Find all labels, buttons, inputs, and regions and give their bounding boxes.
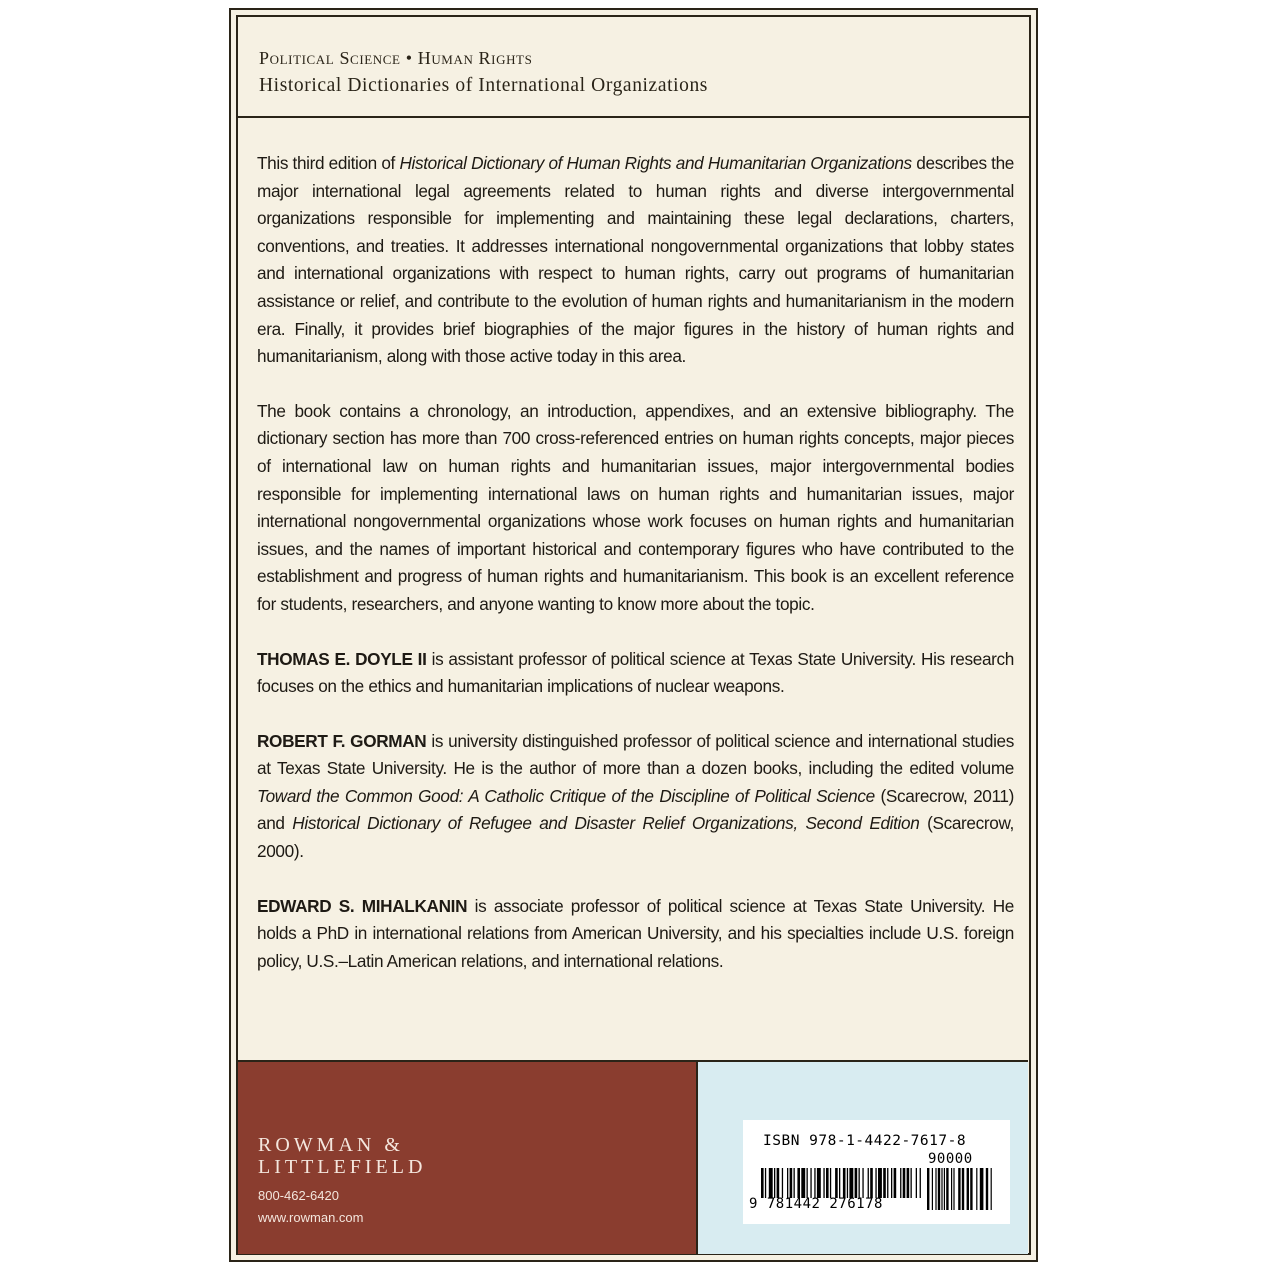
publisher-phone: 800-462-6420 bbox=[258, 1188, 339, 1203]
book-title: Historical Dictionary of Refugee and Disaster Relief Organizations, Second Edition bbox=[292, 813, 920, 834]
author-name: ROBERT F. GORMAN bbox=[257, 730, 427, 751]
subject-political-science: Political Science bbox=[259, 48, 401, 68]
series-header bbox=[236, 15, 1031, 118]
subject-separator: • bbox=[405, 48, 413, 68]
series-title: Historical Dictionaries of International Organizations bbox=[259, 75, 708, 96]
author-bio-mihalkanin: EDWARD S. MIHALKANIN is associate professor of political science at Texas State University. He holds a PhD in international relations from American University, and his specialties include U.S. foreign policy, U.S.–Latin American relations, and international relations. bbox=[257, 895, 1014, 971]
isbn-number: ISBN 978-1-4422-7617-8 bbox=[763, 1133, 967, 1149]
publisher-panel bbox=[238, 1060, 698, 1254]
publisher-website: www.rowman.com bbox=[258, 1210, 364, 1225]
barcode-panel bbox=[698, 1060, 1028, 1254]
publisher-logo-line-1: ROWMAN & bbox=[258, 1134, 404, 1156]
description-paragraph-1: This third edition of Historical Dictionary of Human Rights and Humanitarian Organizations describes the major international legal agreements related to human rights and diverse intergovernmental organizations responsible for implementing and maintaining these legal declarations, charters, conventions, and treaties. It addresses international nongovernmental organizations that lobby states and international organizations with respect to human rights, carry out programs of humanitarian assistance or relief, and contribute to the evolution of human rights and humanitarianism in the modern era. Finally, it provides brief biographies of the major figures in the history of human rights and humanitarianism, along with those active today in this area. bbox=[257, 153, 1014, 367]
book-title: Historical Dictionary of Human Rights and Humanitarian Organizations bbox=[399, 153, 912, 173]
description-paragraph-2: The book contains a chronology, an introduction, appendixes, and an extensive bibliography. The dictionary section has more than 700 cross-referenced entries on human rights concepts, major pieces of international law on human rights and humanitarian issues, major intergovernmental bodies responsible for implementing international laws on human rights and humanitarian issues, major international nongovernmental organizations whose work focuses on human rights and humanitarian issues, and the names of important historical and contemporary figures who have contributed to the establishment and progress of human rights and humanitarianism. This book is an excellent reference for students, researchers, and anyone wanting to know more about the topic. bbox=[257, 400, 1014, 614]
author-name: EDWARD S. MIHALKANIN bbox=[257, 895, 468, 916]
book-back-cover bbox=[229, 8, 1038, 1262]
barcode-label bbox=[743, 1120, 1010, 1224]
subject-line bbox=[259, 48, 532, 69]
author-name: THOMAS E. DOYLE II bbox=[257, 648, 427, 669]
price-code: 90000 bbox=[928, 1151, 973, 1167]
author-bio-gorman: ROBERT F. GORMAN is university distinguished professor of political science and international studies at Texas State University. He is the author of more than a dozen books, including the edited volume Toward the Common Good: A Catholic Critique of the Discipline of Political Science (Scarecrow, 2011) and Historical Dictionary of Refugee and Disaster Relief Organizations, Second Edition (Scarecrow, 2000). bbox=[257, 730, 1015, 862]
subject-human-rights: Human Rights bbox=[417, 48, 533, 68]
ean-digits: 9 781442 276178 bbox=[749, 1196, 883, 1212]
cover-copy bbox=[257, 150, 1014, 1002]
author-bio-doyle: THOMAS E. DOYLE II is assistant professor of political science at Texas State University. His research focuses on the ethics and humanitarian implications of nuclear weapons. bbox=[257, 648, 1014, 697]
publisher-logo-line-2: LITTLEFIELD bbox=[258, 1156, 427, 1178]
book-title: Toward the Common Good: A Catholic Critique of the Discipline of Political Science bbox=[257, 785, 875, 806]
